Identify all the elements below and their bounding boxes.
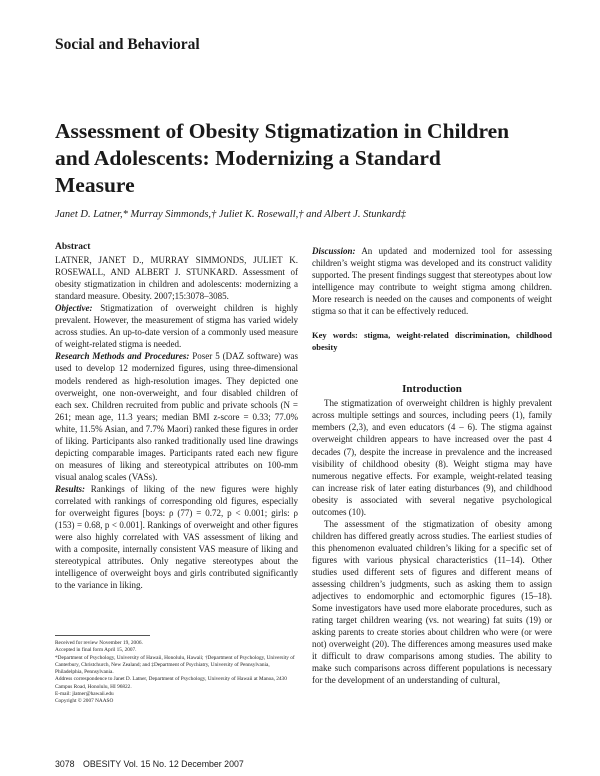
- abstract-methods: [55, 350, 298, 483]
- discussion-label: Discussion:: [312, 246, 356, 256]
- journal-issue: OBESITY Vol. 15 No. 12 December 2007: [83, 759, 244, 769]
- methods-label: Research Methods and Procedures:: [55, 351, 190, 362]
- footnote: E-mail: jlatner@hawaii.edu: [55, 691, 114, 698]
- right-column: [312, 245, 552, 686]
- abstract-results: [55, 483, 298, 591]
- introduction-paragraph-1: The stigmatization of overweight children is highly prevalent across multiple settings and sources, including peers (1), family members (2,3), and even educators (4 – 6). The stigma against overweight children appears to have increased over the past 4 decades (7), despite the increase in prevalence and the increased visibility of childhood obesity (8). Weight stigma may have numerous negative effects. For example, weight-related teasing can increase risk of later eating disturbances (9), and childhood obesity is associated with several negative psychological outcomes (10).: [312, 398, 552, 517]
- introduction-heading: Introduction: [402, 383, 462, 396]
- footnotes: [55, 640, 298, 706]
- page-number: 3078: [55, 759, 75, 769]
- footnote: Address correspondence to Janet D. Latner, Department of Psychology, University of Hawaii at Manoa, 2430 Campus Road, Honolulu, HI 96822.: [55, 676, 287, 690]
- methods-text: Poser 5 (DAZ software) was used to develop 12 modernized figures, using three-dimensional models rendered as high-resolution images. They depicted one overweight, one non-overweight, and four disabled children of each sex. Children recruited from public and private schools (N = 261; mean age, 11.3 years; median BMI z-score = 0.33; 77.0% white, 11.5% Asian, and 7.7% Maori) ranked these figures in order of liking. Participants also ranked traditionally used line drawings depicting comparable images. Participants rated each new figure on measures of liking and stereotypical attributes on 100-mm visual analog scales (VASs).: [55, 351, 299, 482]
- abstract-heading: Abstract: [55, 242, 91, 252]
- results-label: Results:: [55, 483, 86, 494]
- abstract-column: [55, 241, 298, 591]
- introduction-paragraph-2: The assessment of the stigmatization of obesity among children has differed greatly across studies. The earliest studies of this phenomenon evaluated children’s liking for a specific set of figures with various physical characteristics (11–14). Other studies used different sets of figures and different means of assessing children’s judgments, such as asking them to assign adjectives to endomorphic and ectomorphic figures (15–18). Some investigators have used more elaborate procedures, such as rating target children wearing (vs. not wearing) fat suits (19) or asking parents to create stories about children who were (or were not) overweight (20). The differences among measures used make it difficult to draw comparisons among studies. The ability to make such comparisons across different populations is necessary for the development of an understanding of cultural,: [312, 518, 552, 686]
- objective-text: Stigmatization of overweight children is highly prevalent. However, the measurement of stigma has varied widely across studies. An up-to-date version of a commonly used measure of weight-related stigma is needed.: [55, 303, 299, 350]
- keywords: [312, 330, 552, 353]
- footnote: Copyright © 2007 NAASO: [55, 698, 114, 705]
- keywords-label: Key words:: [312, 330, 358, 341]
- footnote: *Department of Psychology, University of Hawaii, Honolulu, Hawaii; †Department of Psychology, University of Canterbury, Christchurch, New Zealand; and ‡Department of Psychiatry, University of Pennsylvania, Philadelphia, Pennsylvania.: [55, 654, 295, 676]
- abstract-objective: [55, 302, 298, 350]
- section-heading: Social and Behavioral: [55, 36, 200, 53]
- keywords-text: stigma, weight-related discrimination, childhood obesity: [312, 330, 553, 352]
- article-title: Assessment of Obesity Stigmatization in Children and Adolescents: Modernizing a Standard Measure: [55, 119, 510, 197]
- abstract-discussion: [312, 245, 552, 317]
- discussion-text: An updated and modernized tool for assessing children’s weight stigma was developed and its construct validity supported. The present findings suggest that stereotypes about low intelligence may contribute to weight stigma among children. More research is needed on the causes and components of weight stigma so that it can be effectively reduced.: [312, 246, 552, 317]
- author-list: Janet D. Latner,* Murray Simmonds,† Juliet K. Rosewall,† and Albert J. Stunkard‡: [55, 209, 406, 220]
- objective-label: Objective:: [55, 303, 93, 314]
- page-footer: [55, 759, 244, 769]
- results-text: Rankings of liking of the new figures were highly correlated with rankings of corresponding old figures, especially for overweight figures [boys: ρ (77) = 0.72, p < 0.001; girls: ρ (153) = 0.68, p < 0.001]. Rankings of overweight and other figures were also highly correlated with VAS assessment of liking and with a composite, internally consistent VAS measure of liking and stereotypical attributes. Only negative stereotypes about the intelligence of overweight boys and girls contributed significantly to the variance in liking.: [55, 483, 299, 591]
- footnote-divider: [55, 635, 150, 636]
- footnote: Accepted in final form April 15, 2007.: [55, 647, 137, 654]
- abstract-citation: LATNER, JANET D., MURRAY SIMMONDS, JULIET K. ROSEWALL, AND ALBERT J. STUNKARD. Assessment of obesity stigmatization in children and adolescents: modernizing a standard measure. Obesity. 2007;15:3078–3085.: [55, 255, 298, 302]
- footnote: Received for review November 19, 2006.: [55, 640, 143, 646]
